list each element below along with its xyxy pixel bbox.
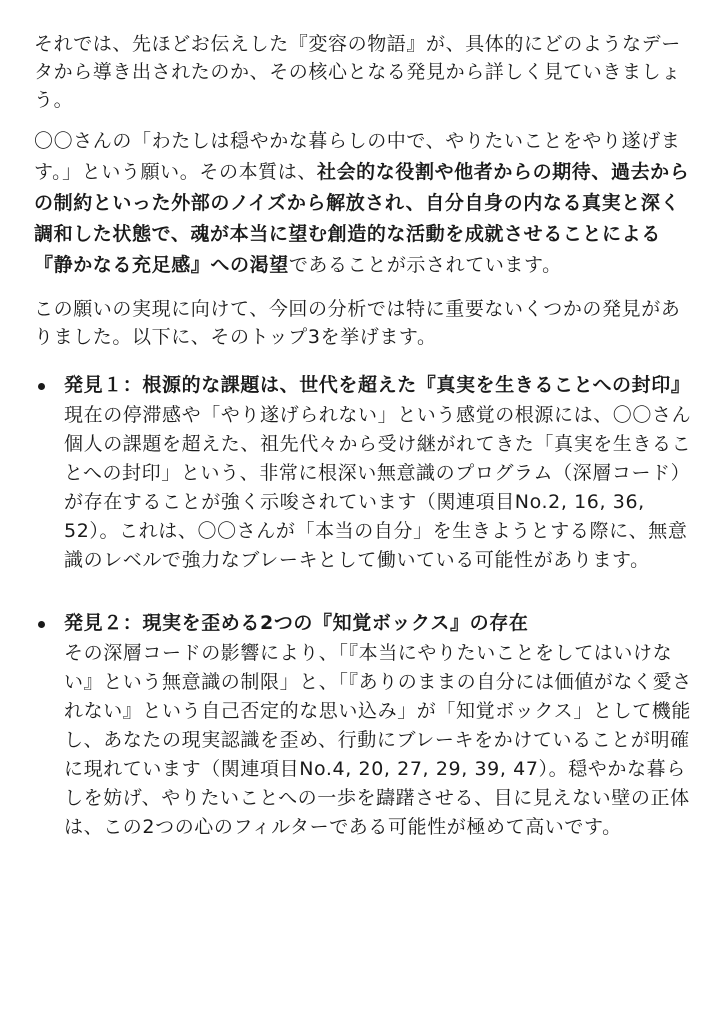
finding-2-body: その深層コードの影響により、「『本当にやりたいことをしてはいけない』という無意識の制限」と、「『ありのままの自分には価値がなく愛されない』という自己否定的な思い込み」が「知覚ボックス」として機能し、あなたの現実認識を歪め、行動にブレーキをかけていることが明確に現れています（関連項目No.4, 20, 27, 29, 39, 47）。穏やかな暮らしを妨げ、やりたいことへの一歩を躊躇させる、目に見えない壁の正体は、この2つの心のフィルターである可能性が極めて高いです。 [64, 642, 692, 838]
finding-2-title: 発見２：現実を歪める2つの『知覚ボックス』の存在 [64, 612, 529, 634]
finding-1 [34, 371, 694, 575]
wish-paragraph [34, 126, 694, 281]
intro-paragraph: それでは、先ほどお伝えした『変容の物語』が、具体的にどのようなデータから導き出されたのか、その核心となる発見から詳しく見ていきましょう。 [34, 33, 681, 111]
bullet-icon [38, 621, 45, 628]
finding-1-title: 発見１：根源的な課題は、世代を超えた『真実を生きることへの封印』 [64, 374, 691, 396]
wish-conclusion: であることが示されています。 [288, 254, 562, 276]
findings-intro-paragraph: この願いの実現に向けて、今回の分析では特に重要ないくつかの発見がありました。以下に、そのトップ3を挙げます。 [34, 298, 681, 348]
document-page [34, 30, 694, 842]
bullet-icon [38, 383, 45, 390]
finding-2 [34, 609, 694, 842]
finding-1-body: 現在の停滞感や「やり遂げられない」という感覚の根源には、〇〇さん個人の課題を超えた、祖先代々から受け継がれてきた「真実を生きることへの封印」という、非常に根深い無意識のプログラム（深層コード）が存在することが強く示唆されています（関連項目No.2, 16, 36, 52）。これは、〇〇さんが「本当の自分」を生きようとする際に、無意識のレベルで強力なブレーキとして働いている可能性があります。 [64, 404, 692, 571]
wish-text: 〇〇さんの「わたしは穏やかな暮らしの中で、やりたいことをやり遂げます。」という願い。その本質は、 [34, 130, 681, 183]
wish-essence-bold: 社会的な役割や他者からの期待、過去からの制約といった外部のノイズから解放され、自分自身の内なる真実と深く調和した状態で、魂が本当に望む創造的な活動を成就させることによる『静かなる充足感』への渇望 [34, 161, 690, 276]
